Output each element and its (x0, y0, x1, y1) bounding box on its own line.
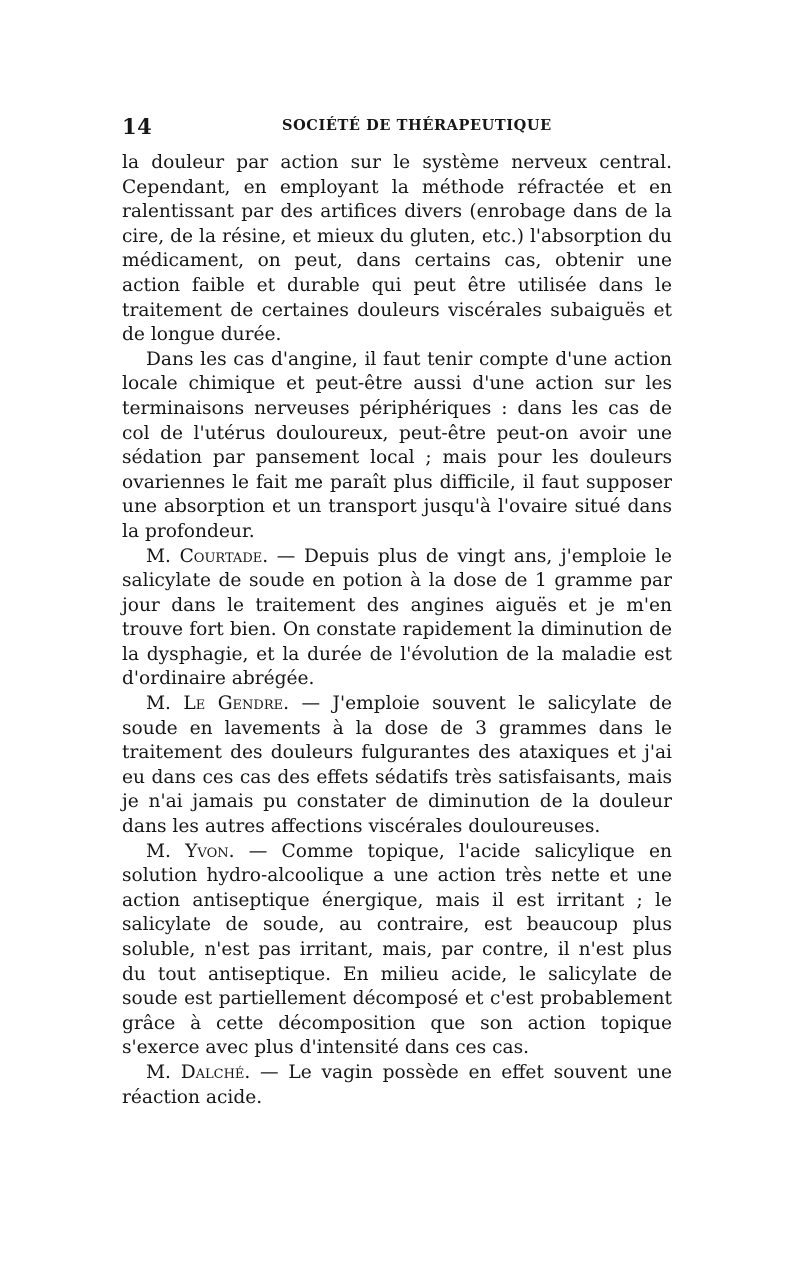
paragraph-text: — J'emploie souvent le salicylate de soude en lavements à la dose de 3 grammes dans le traitement des douleurs fulgurantes des ataxiques et j'ai eu dans ces cas des effets sédatifs très satisfaisants, mais je n'ai jamais pu constater de diminution de la douleur dans les autres affections viscérales douloureuses. (122, 693, 672, 838)
running-title: SOCIÉTÉ DE THÉRAPEUTIQUE (282, 117, 552, 134)
paragraph-text: — Le vagin possède en effet souvent une réaction acide. (122, 1061, 672, 1108)
paragraph-dalche (122, 1061, 672, 1110)
speaker-name: M. Dalché. (146, 1061, 251, 1083)
paragraph-courtade (122, 545, 672, 693)
running-header (122, 114, 672, 138)
paragraph-text: la douleur par action sur le système nerveux central. Cependant, en employant la méthode réfractée et en ralentissant par des artifices divers (enrobage dans de la cire, de la résine, et mieux du gluten, etc.) l'absorption du médicament, on peut, dans certains cas, obtenir une action faible et durable qui peut être utilisée dans le traitement de certaines douleurs viscérales subaiguës et de longue durée. (122, 152, 672, 346)
paragraph-continued (122, 151, 672, 348)
speaker-name: M. Yvon. (146, 840, 235, 862)
speaker-name: M. Courtade. (146, 545, 269, 567)
paragraph-angine (122, 348, 672, 545)
speaker-name: M. Le Gendre. (146, 693, 290, 715)
paragraph-le-gendre (122, 692, 672, 840)
paragraph-text: Dans les cas d'angine, il faut tenir compte d'une action locale chimique et peut-être aussi d'une action sur les terminaisons nerveuses périphériques : dans les cas de col de l'utérus douloureux, peut-être peut-on avoir une sédation par pansement local ; mais pour les douleurs ovariennes le fait me paraît plus difficile, il faut supposer une absorption et un transport jusqu'à l'ovaire situé dans la profondeur. (122, 348, 672, 542)
body-text (122, 151, 672, 1110)
paragraph-text: — Comme topique, l'acide salicylique en solution hydro-alcoolique a une action très nette et une action antiseptique énergique, mais il est irritant ; le salicylate de soude, au contraire, est beaucoup plus soluble, n'est pas irritant, mais, par contre, il n'est plus du tout antiseptique. En milieu acide, le salicylate de soude est partiellement décomposé et c'est probablement grâce à cette décomposition que son action topique s'exerce avec plus d'intensité dans ces cas. (122, 840, 672, 1059)
paragraph-yvon (122, 840, 672, 1061)
page-number: 14 (122, 114, 153, 139)
paragraph-text: — Depuis plus de vingt ans, j'emploie le salicylate de soude en potion à la dose de 1 gramme par jour dans le traitement des angines aiguës et je m'en trouve fort bien. On constate rapidement la diminution de la dysphagie, et la durée de l'évolution de la maladie est d'ordinaire abrégée. (122, 545, 672, 690)
